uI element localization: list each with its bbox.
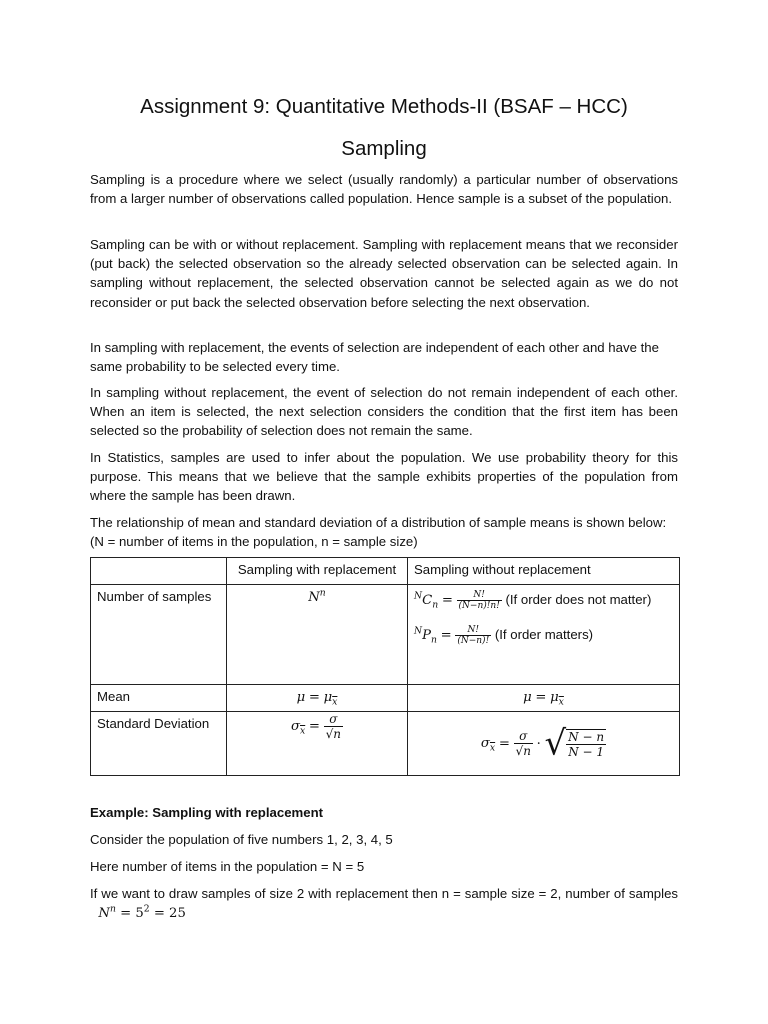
example-heading: Example: Sampling with replacement	[90, 805, 324, 820]
formula-samples-without-replacement	[408, 585, 680, 685]
permutation-note: (If order matters)	[494, 626, 594, 642]
page-title: Assignment 9: Quantitative Methods-II (BSAF – HCC)	[140, 95, 628, 118]
example-sample-text: If we want to draw samples of size 2 with replacement then n = sample size = 2, number of samples	[90, 886, 678, 901]
table-header-with-replacement: Sampling with replacement	[227, 558, 408, 585]
example-population: Consider the population of five numbers 1, 2, 3, 4, 5	[90, 832, 393, 847]
combination-note: (If order does not matter)	[505, 591, 652, 607]
table-header-without-replacement: Sampling without replacement	[408, 558, 680, 585]
paragraph-replacement: Sampling can be with or without replacement. Sampling with replacement means that we reconsider (put back) the selected observation so the already selected observation can be selected again. In sampling without replacement, the selected observation cannot be selected again as we do not reconsider or put back the selected observation before selecting the next observation.	[90, 237, 678, 310]
example-population-size: Here number of items in the population = N = 5	[90, 859, 365, 874]
example-sample-formula: $N^n = 5^2 = 25$	[90, 903, 186, 922]
paragraph-independence: In sampling with replacement, the events of selection are independent of each other and have the same probability to be selected every time.	[90, 340, 659, 375]
example-sample-count	[90, 884, 678, 923]
section-title: Sampling	[341, 137, 427, 160]
permutation-formula: $^NP_n$ = $\frac{N!}{(N-n)!}$ (If order matters)	[414, 625, 594, 646]
table-header-row	[91, 558, 680, 585]
paragraph-relationship: The relationship of mean and standard deviation of a distribution of sample means is shown below: (N = number of items in the population, n = sample size)	[90, 515, 667, 550]
paragraph-definition: Sampling is a procedure where we select (usually randomly) a particular number of observations from a larger number of observations called population. Hence sample is a subset of the population.	[90, 172, 678, 207]
table-row-mean	[91, 685, 680, 712]
formula-mean-with-replacement: $\mu = \mu_{\overline{x}}$	[227, 685, 408, 712]
sampling-table	[90, 557, 680, 776]
table-header-empty	[91, 558, 227, 585]
table-row-sd	[91, 712, 680, 776]
row-label-samples: Number of samples	[91, 585, 227, 685]
formula-samples-with-replacement: $N^n$	[227, 585, 408, 685]
formula-mean-without-replacement: $\mu = \mu_{\overline{x}}$	[408, 685, 680, 712]
combination-formula: $^NC_n$ = $\frac{N!}{(N-n)!n!}$ (If order does not matter)	[414, 590, 652, 611]
row-label-sd: Standard Deviation	[91, 712, 227, 776]
paragraph-dependence: In sampling without replacement, the event of selection do not remain independent of each other. When an item is selected, the next selection considers the condition that the first item has been selected so the probability of selection does not remain the same.	[90, 385, 678, 439]
table-row-samples	[91, 585, 680, 685]
formula-sd-with-replacement: $\sigma_{\overline{x}}$ = $\frac{\sigma}{√n}$	[227, 712, 408, 776]
row-label-mean: Mean	[91, 685, 227, 712]
paragraph-inference: In Statistics, samples are used to infer about the population. We use probability theory for this purpose. This means that we believe that the sample exhibits properties of the population from where the sample has been drawn.	[90, 450, 678, 504]
formula-sd-without-replacement: $\sigma_{\overline{x}}$ = $\frac{\sigma}{√n}$ · √ $\frac{N - n}{N - 1}$	[408, 712, 680, 776]
